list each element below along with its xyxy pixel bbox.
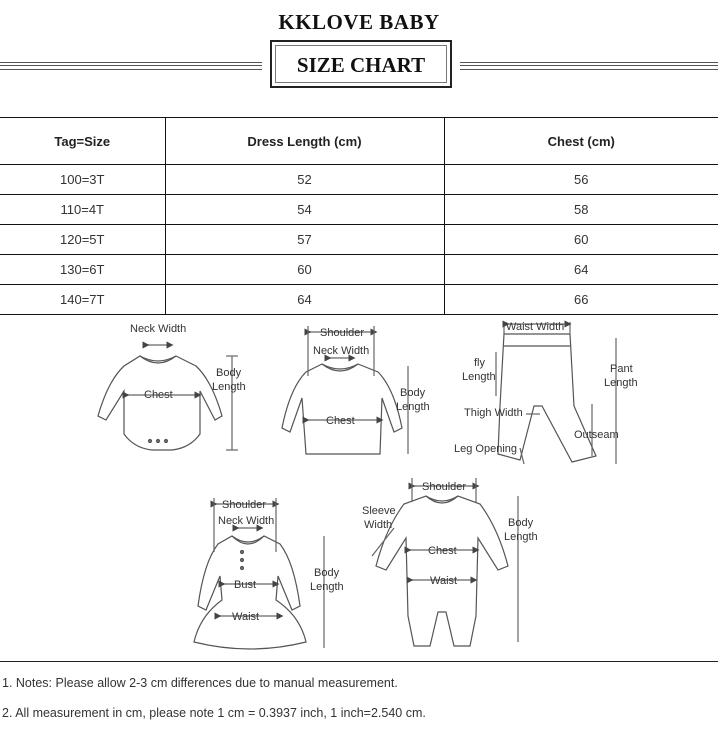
cell-dress-length: 60 — [165, 255, 444, 285]
cell-size: 130=6T — [0, 255, 165, 285]
decorative-rule-left — [0, 62, 262, 70]
table-row — [0, 285, 718, 315]
cell-size: 110=4T — [0, 195, 165, 225]
label-fly: fly — [474, 357, 485, 369]
header-chest: Chest (cm) — [444, 118, 718, 165]
label-length: Length — [504, 531, 538, 543]
label-length: Length — [396, 401, 430, 413]
cell-chest: 66 — [444, 285, 718, 315]
table-row — [0, 165, 718, 195]
label-thigh-width: Thigh Width — [464, 407, 523, 419]
cell-size: 100=3T — [0, 165, 165, 195]
note-conversion: 2. All measurement in cm, please note 1 cm = 0.3937 inch, 1 inch=2.540 cm. — [2, 706, 426, 720]
header-tag-size: Tag=Size — [0, 118, 165, 165]
label-chest: Chest — [326, 415, 355, 427]
label-waist: Waist — [430, 575, 458, 587]
label-width: Width — [364, 519, 393, 531]
label-outseam: Outseam — [574, 429, 619, 441]
measurement-diagrams — [0, 316, 718, 662]
cell-chest: 58 — [444, 195, 718, 225]
label-neck-width: Neck Width — [218, 515, 275, 527]
brand-title: KKLOVE BABY — [278, 10, 440, 34]
table-header-row — [0, 118, 718, 165]
cell-dress-length: 54 — [165, 195, 444, 225]
label-length: Length — [310, 581, 344, 593]
table-row — [0, 255, 718, 285]
label-sleeve: Sleeve — [362, 505, 396, 517]
cell-size: 140=7T — [0, 285, 165, 315]
label-waist: Waist — [232, 611, 260, 623]
table-row — [0, 195, 718, 225]
header-dress-length: Dress Length (cm) — [165, 118, 444, 165]
label-shoulder: Shoulder — [222, 499, 267, 511]
bottom-divider — [0, 661, 718, 662]
label-chest: Chest — [428, 545, 457, 557]
cell-dress-length: 52 — [165, 165, 444, 195]
label-leg-opening: Leg Opening — [454, 443, 517, 455]
note-tolerance: 1. Notes: Please allow 2-3 cm differences due to manual measurement. — [2, 676, 398, 690]
label-body: Body — [216, 367, 242, 379]
cell-size: 120=5T — [0, 225, 165, 255]
label-shoulder: Shoulder — [320, 327, 365, 339]
label-waist-width: Waist Width — [506, 321, 565, 333]
label-fly-length: Length — [462, 371, 496, 383]
decorative-rule-right — [460, 62, 718, 70]
size-table — [0, 117, 718, 315]
size-chart-header — [0, 40, 718, 90]
label-pant: Pant — [610, 363, 633, 375]
label-chest: Chest — [144, 389, 173, 401]
cell-chest: 64 — [444, 255, 718, 285]
label-pant-length: Length — [604, 377, 638, 389]
label-bust: Bust — [234, 579, 257, 591]
romper-diagram — [372, 478, 518, 646]
cell-dress-length: 64 — [165, 285, 444, 315]
label-shoulder: Shoulder — [422, 481, 467, 493]
size-chart-title: SIZE CHART — [270, 40, 452, 88]
cell-dress-length: 57 — [165, 225, 444, 255]
label-body: Body — [400, 387, 426, 399]
label-neck-width: Neck Width — [130, 323, 187, 335]
cell-chest: 60 — [444, 225, 718, 255]
label-length: Length — [212, 381, 246, 393]
cell-chest: 56 — [444, 165, 718, 195]
label-body: Body — [314, 567, 340, 579]
label-body: Body — [508, 517, 534, 529]
label-neck-width: Neck Width — [313, 345, 370, 357]
table-row — [0, 225, 718, 255]
